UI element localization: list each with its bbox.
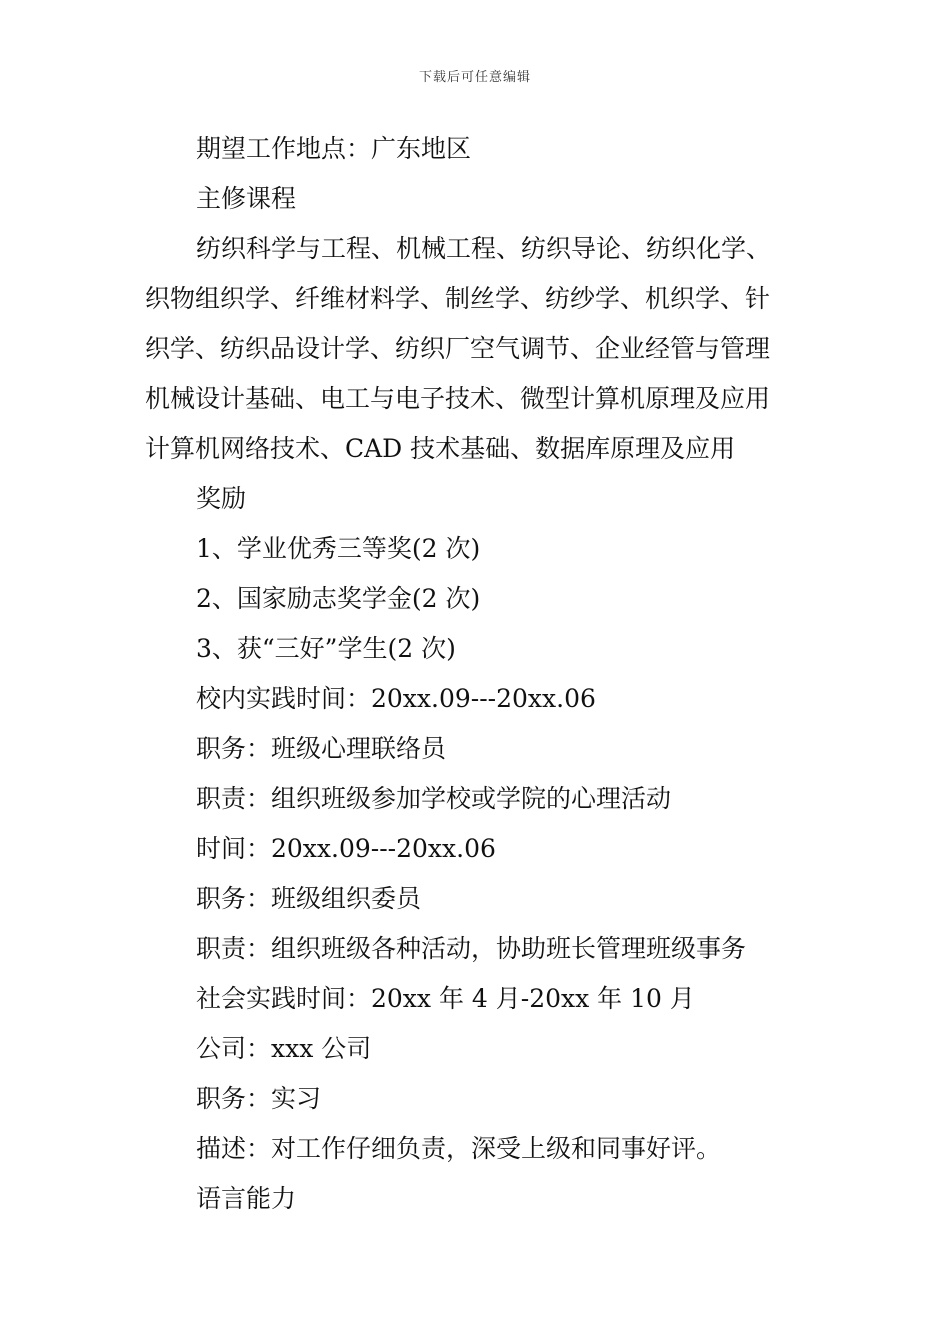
courses-line-4: 机械设计基础、电工与电子技术、微型计算机原理及应用	[145, 384, 771, 413]
document-body	[145, 124, 810, 1224]
campus-role-1: 职务：班级心理联络员	[196, 734, 447, 763]
courses-line-2: 织物组织学、纤维材料学、制丝学、纺纱学、机织学、针	[145, 284, 771, 313]
campus-duty-2: 职责：组织班级各种活动，协助班长管理班级事务	[196, 934, 747, 963]
award-item-2: 2、国家励志奖学金(2 次)	[196, 584, 481, 613]
awards-heading: 奖励	[196, 484, 247, 513]
company-line: 公司：xxx 公司	[196, 1034, 372, 1063]
page-header: 下载后可任意编辑	[418, 70, 531, 85]
description-line: 描述：对工作仔细负责，深受上级和同事好评。	[196, 1134, 722, 1163]
campus-role-2: 职务：班级组织委员	[196, 884, 422, 913]
courses-heading: 主修课程	[196, 184, 297, 213]
campus-practice-time: 校内实践时间：20xx.09---20xx.06	[196, 684, 596, 713]
campus-time-2: 时间：20xx.09---20xx.06	[196, 834, 496, 863]
work-location-line: 期望工作地点：广东地区	[196, 134, 472, 163]
courses-line-1: 纺织科学与工程、机械工程、纺织导论、纺织化学、	[196, 234, 772, 263]
language-heading: 语言能力	[196, 1184, 297, 1213]
courses-line-5: 计算机网络技术、CAD 技术基础、数据库原理及应用	[145, 434, 736, 463]
courses-line-3: 织学、纺织品设计学、纺织厂空气调节、企业经管与管理	[145, 334, 771, 363]
award-item-3: 3、获“三好”学生(2 次)	[196, 634, 456, 663]
campus-duty-1: 职责：组织班级参加学校或学院的心理活动	[196, 784, 672, 813]
social-practice-time: 社会实践时间：20xx 年 4 月-20xx 年 10 月	[196, 984, 695, 1013]
social-role-line: 职务：实习	[196, 1084, 322, 1113]
award-item-1: 1、学业优秀三等奖(2 次)	[196, 534, 481, 563]
